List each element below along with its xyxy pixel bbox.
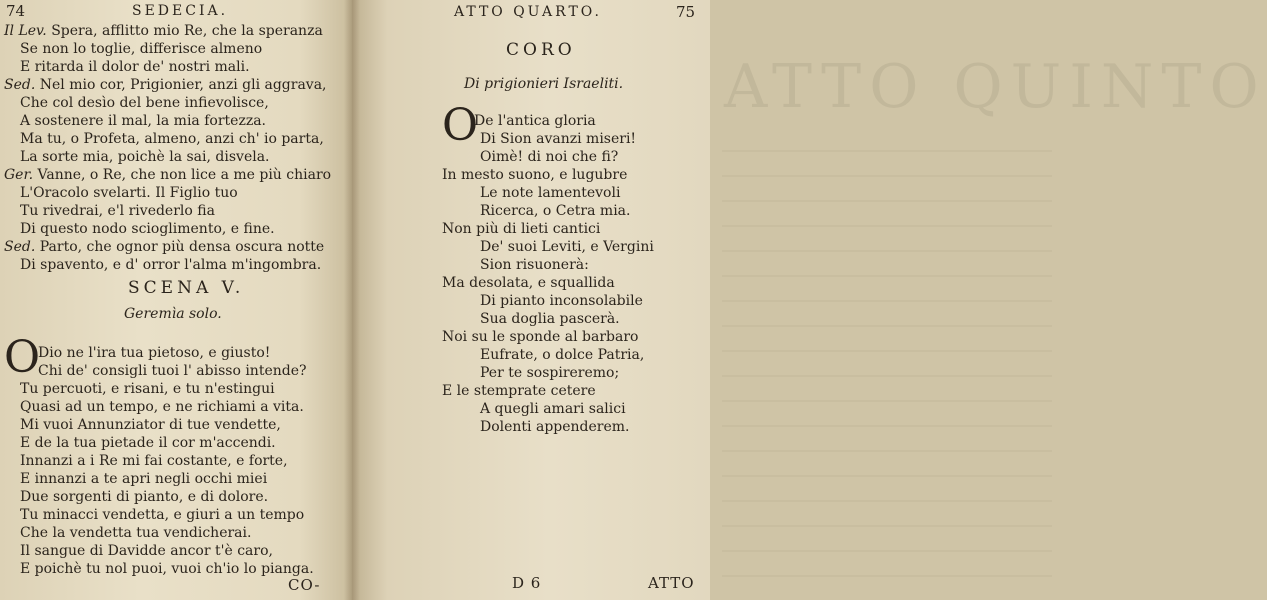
speaker-label: Il Lev. [4, 23, 47, 39]
show-through-text: ATTO QUINTO [724, 52, 1267, 122]
verse-line: E poichè tu nol puoi, vuoi ch'io lo pianga. [20, 561, 314, 577]
dialogue-line: L'Oracolo svelarti. Il Figlio tuo [20, 185, 238, 201]
speaker-label: Sed. [4, 77, 36, 93]
verse-line: Dio ne l'ira tua pietoso, e giusto! [38, 345, 271, 361]
verse-line: Non più di lieti cantici [442, 221, 601, 237]
line-text: Nel mio cor, Prigionier, anzi gli aggrava, [39, 77, 327, 93]
verse-line: Mi vuoi Annunziator di tue vendette, [20, 417, 281, 433]
speaker-label: Ger. [4, 167, 34, 183]
left-catchword: CO- [288, 576, 321, 594]
verse-line: Di Sion avanzi miseri! [480, 131, 637, 147]
line-text: Spera, afflitto mio Re, che la speranza [51, 23, 323, 39]
dialogue-line: Se non lo toglie, differisce almeno [20, 41, 263, 57]
right-running-head: ATTO QUARTO. [454, 4, 602, 20]
verse-line: Le note lamentevoli [480, 185, 621, 201]
dialogue-line [4, 166, 331, 184]
dialogue-line: Ma tu, o Profeta, almeno, anzi ch' io parta, [20, 131, 324, 147]
right-page-number: 75 [676, 3, 696, 21]
verse-line: Noi su le sponde al barbaro [442, 329, 639, 345]
verse-line: Eufrate, o dolce Patria, [480, 347, 645, 363]
verse-line: Sion risuonerà: [480, 257, 589, 273]
verse-line: Tu minacci vendetta, e giuri a un tempo [20, 507, 305, 523]
scene-subheading: Geremìa solo. [124, 306, 222, 322]
dialogue-line [4, 76, 327, 94]
dialogue-line [4, 238, 324, 256]
dropcap: O [4, 332, 41, 383]
line-text: Parto, che ognor più densa oscura notte [39, 239, 325, 255]
verse-line: E innanzi a te apri negli occhi miei [20, 471, 268, 487]
verse-line: Ma desolata, e squallida [442, 275, 615, 291]
verse-line: De' suoi Leviti, e Vergini [480, 239, 654, 255]
verse-line: Che la vendetta tua vendicherai. [20, 525, 252, 541]
verse-line: Di pianto inconsolabile [480, 293, 643, 309]
verse-line: Dolenti appenderem. [480, 419, 630, 435]
right-catchword: ATTO [648, 574, 695, 592]
verse-line: Quasi ad un tempo, e ne richiami a vita. [20, 399, 304, 415]
verse-line: In mesto suono, e lugubre [442, 167, 628, 183]
verse-line: Chi de' consigli tuoi l' abisso intende? [38, 363, 307, 379]
scene-heading: SCENA V. [128, 278, 245, 298]
verse-line: De l'antica gloria [474, 113, 596, 129]
dialogue-line: Di questo nodo scioglimento, e fine. [20, 221, 275, 237]
verse-line: A quegli amari salici [480, 401, 626, 417]
show-through-lines [722, 150, 1052, 590]
dropcap: O [442, 100, 479, 151]
dialogue-line: A sostenere il mal, la mia fortezza. [20, 113, 266, 129]
verse-line: Oimè! di noi che fi? [480, 149, 619, 165]
verse-line: Il sangue di Davidde ancor t'è caro, [20, 543, 273, 559]
chorus-heading: CORO [506, 40, 576, 60]
verse-line: Tu percuoti, e risani, e tu n'estingui [20, 381, 275, 397]
dialogue-line: Tu rivedrai, e'l rivederlo fia [20, 203, 215, 219]
verse-line: Per te sospireremo; [480, 365, 620, 381]
book-gutter [344, 0, 360, 600]
verse-line: E de la tua pietade il cor m'accendi. [20, 435, 276, 451]
dialogue-line: La sorte mia, poichè la sai, disvela. [20, 149, 270, 165]
signature-mark: D 6 [512, 574, 542, 592]
verse-line: Ricerca, o Cetra mia. [480, 203, 631, 219]
chorus-subheading: Di prigionieri Israeliti. [464, 76, 624, 92]
line-text: Vanne, o Re, che non lice a me più chiaro [37, 167, 332, 183]
left-page-number: 74 [6, 2, 26, 20]
verse-line: E le stemprate cetere [442, 383, 596, 399]
dialogue-line [4, 22, 323, 40]
verse-line: Due sorgenti di pianto, e di dolore. [20, 489, 269, 505]
dialogue-line: E ritarda il dolor de' nostri mali. [20, 59, 250, 75]
speaker-label: Sed. [4, 239, 36, 255]
right-page [352, 0, 1267, 600]
verse-line: Sua doglia pascerà. [480, 311, 620, 327]
left-page [0, 0, 352, 600]
dialogue-line: Di spavento, e d' orror l'alma m'ingombra. [20, 257, 322, 273]
verse-line: Innanzi a i Re mi fai costante, e forte, [20, 453, 288, 469]
dialogue-line: Che col desìo del bene infievolisce, [20, 95, 269, 111]
left-running-head: SEDECIA. [132, 3, 229, 19]
